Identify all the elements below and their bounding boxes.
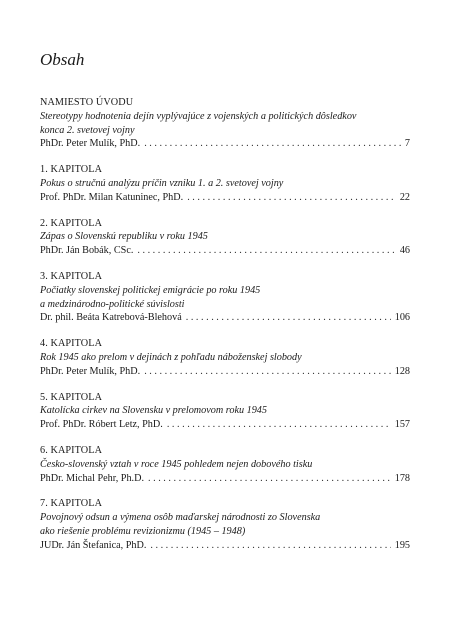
toc-entry-subtitle-line: Počiatky slovenskej politickej emigrácie po roku 1945	[40, 284, 261, 296]
dot-leader	[187, 191, 396, 205]
toc-entry-page-number: 195	[394, 539, 410, 551]
toc-entry	[40, 497, 410, 552]
toc-entry-page-number: 106	[394, 312, 410, 324]
dot-leader	[148, 472, 391, 486]
toc-entry-subtitle-line: ako riešenie problému revizionizmu (1945 – 1948)	[40, 525, 246, 537]
toc-entry-author: Dr. phil. Beáta Katrebová-Blehová	[40, 312, 182, 324]
toc-entry-author-line	[40, 539, 410, 553]
toc-entry-heading: 4. KAPITOLA	[40, 338, 103, 350]
toc-entry	[40, 444, 410, 485]
toc-entry	[40, 337, 410, 378]
toc-entry-subtitle-line: a medzinárodno-politické súvislosti	[40, 298, 185, 310]
dot-leader	[137, 244, 395, 258]
toc-entry-heading: 1. KAPITOLA	[40, 164, 103, 176]
toc-entry	[40, 270, 410, 325]
toc-entry-subtitle-line: Katolícka cirkev na Slovensku v prelomovom roku 1945	[40, 405, 267, 417]
toc-entry	[40, 391, 410, 432]
toc-entry	[40, 163, 410, 204]
toc-entry-author: PhDr. Peter Mulík, PhD.	[40, 365, 141, 377]
dot-leader	[144, 137, 401, 151]
toc-entry-author: JUDr. Ján Štefanica, PhD.	[40, 539, 147, 551]
toc-entry-subtitle-line: Česko-slovenský vztah v roce 1945 pohledem nejen dobového tisku	[40, 458, 313, 470]
dot-leader	[144, 365, 391, 379]
toc-entry-author-line	[40, 244, 410, 258]
toc-entry-page-number: 178	[394, 472, 410, 484]
toc-entry-heading: 6. KAPITOLA	[40, 444, 103, 456]
toc-entry-subtitle-line: Pokus o stručnú analýzu príčin vzniku 1. a 2. svetovej vojny	[40, 177, 284, 189]
toc-entry-page-number: 157	[394, 419, 410, 431]
page-title: Obsah	[40, 50, 85, 69]
toc-entry-heading: 5. KAPITOLA	[40, 391, 103, 403]
toc-entry-author-line	[40, 311, 410, 325]
dot-leader	[150, 539, 390, 553]
toc-entry-author: PhDr. Michal Pehr, Ph.D.	[40, 472, 145, 484]
toc-entry-page-number: 46	[399, 245, 410, 257]
toc-entry-page-number: 22	[399, 191, 410, 203]
toc-entry-author: Prof. PhDr. Milan Katuninec, PhD.	[40, 191, 184, 203]
toc-entry-author: PhDr. Ján Bobák, CSc.	[40, 245, 134, 257]
toc-entry-author: Prof. PhDr. Róbert Letz, PhD.	[40, 419, 163, 431]
toc-entry-author: PhDr. Peter Mulík, PhD.	[40, 138, 141, 150]
toc-entry-subtitle-line: Stereotypy hodnotenia dejín vyplývajúce z vojenských a politických dôsledkov	[40, 110, 357, 122]
toc-entry-author-line	[40, 191, 410, 205]
table-of-contents	[40, 96, 410, 565]
toc-entry-heading: 7. KAPITOLA	[40, 498, 103, 510]
toc-entry	[40, 96, 410, 151]
toc-entry-heading: 2. KAPITOLA	[40, 217, 103, 229]
toc-entry-author-line	[40, 472, 410, 486]
toc-entry-page-number: 7	[404, 138, 410, 150]
toc-entry-author-line	[40, 365, 410, 379]
toc-entry-author-line	[40, 418, 410, 432]
toc-entry-page-number: 128	[394, 365, 410, 377]
toc-entry	[40, 217, 410, 258]
toc-entry-subtitle-line: Rok 1945 ako prelom v dejinách z pohľadu náboženskej slobody	[40, 351, 302, 363]
toc-entry-subtitle-line: Zápas o Slovenskú republiku v roku 1945	[40, 231, 208, 243]
dot-leader	[167, 418, 391, 432]
toc-entry-subtitle-line: konca 2. svetovej vojny	[40, 124, 135, 136]
toc-entry-author-line	[40, 137, 410, 151]
toc-entry-heading: 3. KAPITOLA	[40, 270, 103, 282]
toc-entry-heading: NAMIESTO ÚVODU	[40, 97, 134, 108]
toc-entry-subtitle-line: Povojnový odsun a výmena osôb maďarskej národnosti zo Slovenska	[40, 512, 321, 524]
dot-leader	[186, 311, 391, 325]
